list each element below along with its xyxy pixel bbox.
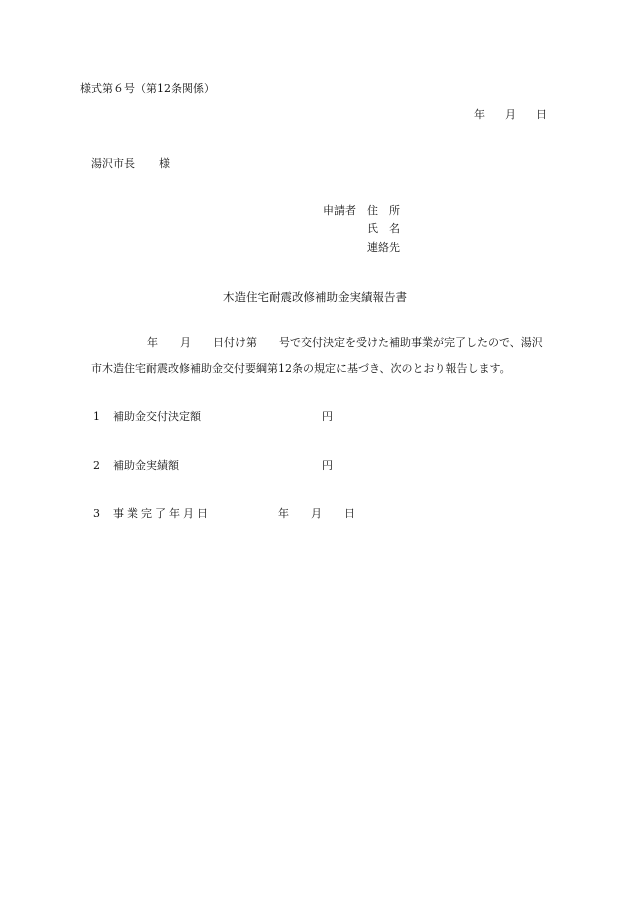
item-3-date — [278, 507, 355, 521]
body-text-line-2: 市木造住宅耐震改修補助金交付要綱第12条の規定に基づき、次のとおり報告します。 — [91, 362, 511, 375]
body-text-line-1 — [147, 336, 543, 350]
form-number: 様式第６号（第12条関係） — [80, 82, 215, 95]
applicant-contact-label: 連絡先 — [367, 241, 400, 254]
body-month: 月 — [180, 336, 191, 349]
applicant-name-label: 氏 名 — [367, 222, 400, 235]
body-line1-rest: 号で交付決定を受けた補助事業が完了したので、湯沢 — [279, 336, 543, 349]
item-3-number: 3 — [93, 507, 100, 520]
applicant-address-label: 住 所 — [367, 204, 400, 217]
addressee-name: 湯沢市長 — [91, 157, 135, 170]
report-date-year: 年 — [474, 108, 485, 121]
item-3-month: 月 — [311, 507, 322, 520]
addressee — [91, 157, 170, 171]
report-date — [474, 108, 547, 122]
body-year: 年 — [147, 336, 158, 349]
item-2-unit: 円 — [322, 459, 333, 472]
applicant-label: 申請者 — [323, 204, 356, 217]
item-3-label: 事業完了年月日 — [113, 507, 211, 520]
report-date-day: 日 — [536, 108, 547, 121]
item-1-label: 補助金交付決定額 — [113, 410, 201, 423]
item-2-label: 補助金実績額 — [113, 459, 179, 472]
item-1-unit: 円 — [322, 410, 333, 423]
document-title: 木造住宅耐震改修補助金実績報告書 — [223, 290, 407, 304]
item-3-year: 年 — [278, 507, 289, 520]
item-3-day: 日 — [344, 507, 355, 520]
body-day-prefix: 日付け第 — [213, 336, 257, 349]
item-1-number: 1 — [93, 410, 100, 423]
report-date-month: 月 — [505, 108, 516, 121]
item-2-number: 2 — [93, 459, 100, 472]
addressee-honorific: 様 — [159, 157, 170, 170]
